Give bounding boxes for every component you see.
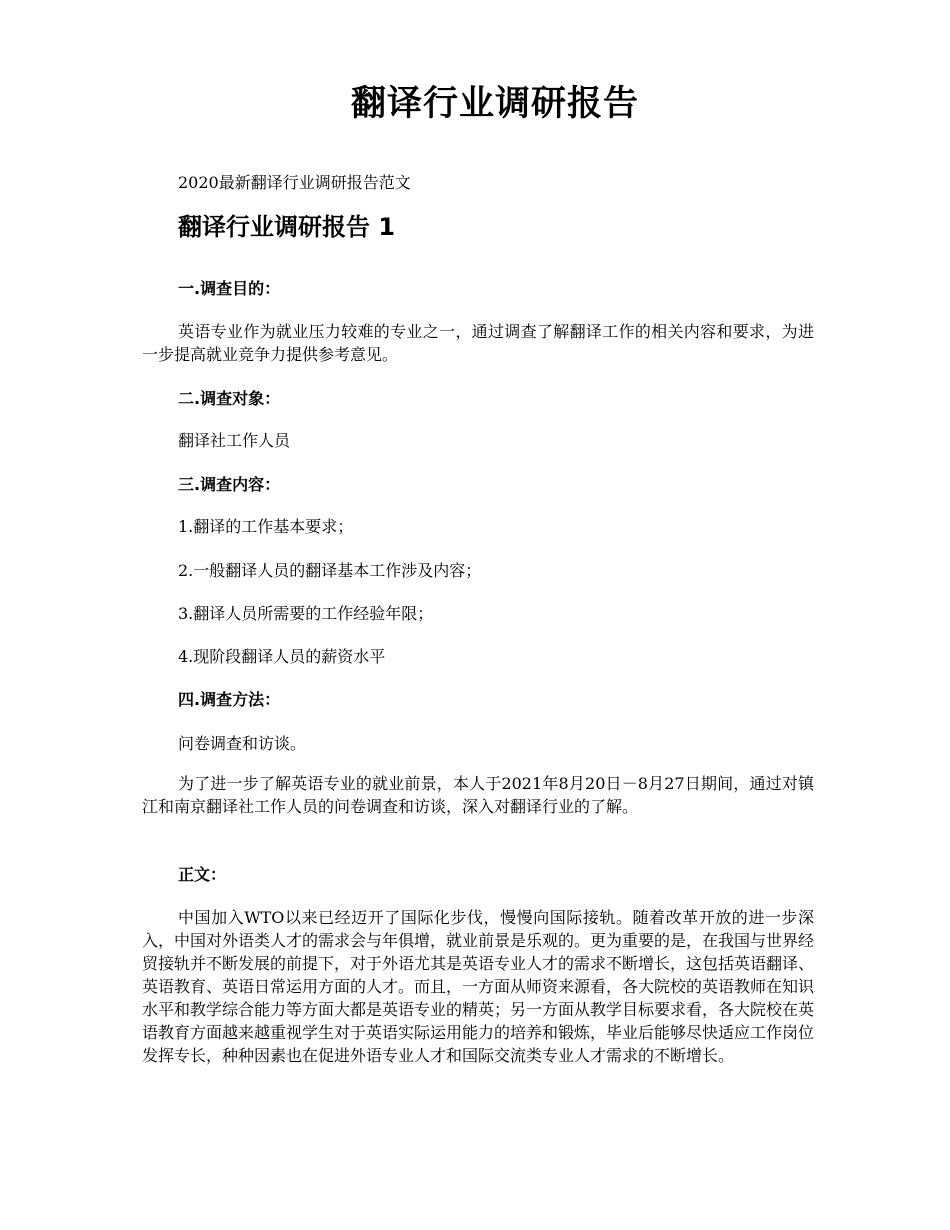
document-subtitle: 2020最新翻译行业调研报告范文 (178, 173, 411, 192)
content-item: 4.现阶段翻译人员的薪资水平 (178, 647, 386, 666)
paragraph-body: 中国加入WTO以来已经迈开了国际化步伐，慢慢向国际接轨。随着改革开放的进一步深入，中国对外语类人才的需求会与年俱增，就业前景是乐观的。更为重要的是，在我国与世界经贸接轨并不断发展的前提下，对于外语尤其是英语专业人才的需求不断增长，这包括英语翻译、英语教育、英语日常运用方面的人才。而且，一方面从师资来源看，各大院校的英语教师在知识水平和教学综合能力等方面大都是英语专业的精英；另一方面从教学目标要求看，各大院校在英语教育方面越来越重视学生对于英语实际运用能力的培养和锻炼，毕业后能够尽快适应工作岗位发挥专长，种种因素也在促进外语专业人才和国际交流类专业人才需求的不断增长。 (142, 908, 815, 1065)
paragraph-method: 问卷调查和访谈。 (178, 734, 307, 753)
section-title: 翻译行业调研报告 1 (178, 213, 396, 241)
heading-object: 二.调查对象： (178, 389, 281, 408)
heading-method: 四.调查方法： (178, 690, 281, 709)
paragraph-intro: 为了进一步了解英语专业的就业前景，本人于2021年8月20日－8月27日期间，通过对镇江和南京翻译社工作人员的问卷调查和访谈，深入对翻译行业的了解。 (142, 774, 814, 816)
paragraph-object: 翻译社工作人员 (178, 431, 291, 450)
content-item: 2.一般翻译人员的翻译基本工作涉及内容； (178, 561, 482, 580)
content-item: 1.翻译的工作基本要求； (178, 517, 354, 536)
heading-purpose: 一.调查目的： (178, 279, 281, 298)
document-title: 翻译行业调研报告 (350, 84, 639, 124)
paragraph-purpose: 英语专业作为就业压力较难的专业之一，通过调查了解翻译工作的相关内容和要求，为进一步提高就业竞争力提供参考意见。 (142, 322, 814, 364)
heading-content: 三.调查内容： (178, 475, 281, 494)
heading-body: 正文： (178, 865, 227, 884)
content-item: 3.翻译人员所需要的工作经验年限； (178, 604, 434, 623)
